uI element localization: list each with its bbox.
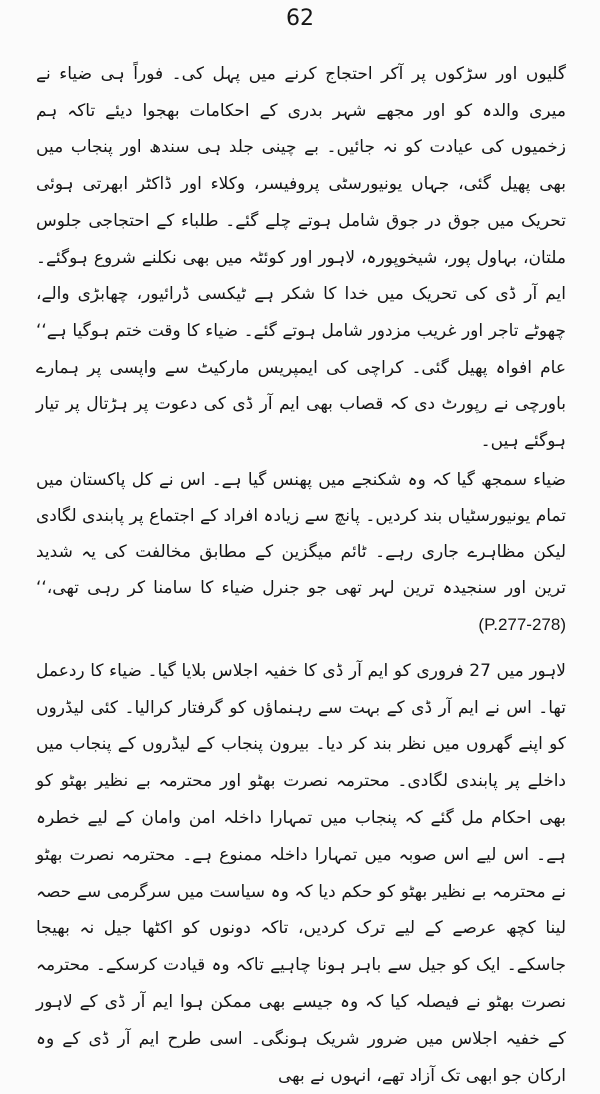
page-number: 62 bbox=[286, 6, 314, 31]
body-text bbox=[36, 56, 566, 1094]
paragraph-2 bbox=[36, 462, 566, 643]
page-reference: (P.277-278) bbox=[478, 614, 566, 634]
paragraph-2-text: ضیاء سمجھ گیا کہ وہ شکنجے میں پھنس گیا ہے۔ اس نے کل پاکستان میں تمام یونیورسٹیاں بند کردیں۔ پانچ سے زیادہ افراد کے اجتماع پر پابندی لگادی لیکن مظاہرے جاری رہے۔ ٹائم میگزین کے مطابق مخالفت کی یہ شدید ترین اور سنجیدہ ترین لہر تھی جو جنرل ضیاء کا سامنا کر رہی تھی،‘‘ bbox=[36, 469, 566, 599]
paragraph-1: گلیوں اور سڑکوں پر آکر احتجاج کرنے میں پہل کی۔ فوراً ہی ضیاء نے میری والدہ کو اور مجھے شہر بدری کے احکامات بھجوا دیئے تاکہ ہم زخمیوں کی عیادت کو نہ جائیں۔ بے چینی جلد ہی سندھ اور پنجاب میں بھی پھیل گئی، جہاں یونیورسٹی پروفیسر، وکلاء اور ڈاکٹر ابھرتی ہوئی تحریک میں جوق در جوق شامل ہوتے چلے گئے۔ طلباء کے احتجاجی جلوس ملتان، بہاول پور، شیخوپورہ، لاہور اور کوئٹہ میں بھی نکلنے شروع ہوگئے۔ ایم آر ڈی کی تحریک میں خدا کا شکر ہے ٹیکسی ڈرائیور، چھابڑی والے، چھوٹے تاجر اور غریب مزدور شامل ہوتے گئے۔ ضیاء کا وقت ختم ہوگیا ہے‘‘ عام افواہ پھیل گئی۔ کراچی کی ایمپریس مارکیٹ سے واپسی پر ہمارے باورچی نے رپورٹ دی کہ قصاب بھی ایم آر ڈی کی دعوت پر ہڑتال پر تیار ہوگئے ہیں۔ bbox=[36, 64, 566, 452]
paragraph-3: لاہور میں 27 فروری کو ایم آر ڈی کا خفیہ اجلاس بلایا گیا۔ ضیاء کا ردعمل تھا۔ اس نے ایم آر ڈی کے بہت سے رہنماؤں کو گرفتار کرالیا۔ کئی لیڈروں کو اپنے گھروں میں نظر بند کر دیا۔ بیرون پنجاب کے لیڈروں کے پنجاب میں داخلے پر پابندی لگادی۔ محترمہ نصرت بھٹو اور محترمہ بے نظیر بھٹو کو بھی احکام مل گئے کہ پنجاب میں تمہارا داخلہ امن وامان کے لیے خطرہ ہے۔ اس لیے اس صوبہ میں تمہارا داخلہ ممنوع ہے۔ محترمہ نصرت بھٹو نے محترمہ بے نظیر بھٹو کو حکم دیا کہ وہ سیاست میں سرگرمی سے حصہ لینا کچھ عرصے کے لیے ترک کردیں، تاکہ دونوں کو اکٹھا جیل نہ بھیجا جاسکے۔ ایک کو جیل سے باہر ہونا چاہیے تاکہ وہ قیادت کرسکے۔ محترمہ نصرت بھٹو نے فیصلہ کیا کہ وہ جیسے بھی ممکن ہوا ایم آر ڈی کے لاہور کے خفیہ اجلاس میں ضرور شریک ہونگی۔ اسی طرح ایم آر ڈی کے وہ ارکان جو ابھی تک آزاد تھے، انہوں نے بھی bbox=[36, 660, 566, 1086]
